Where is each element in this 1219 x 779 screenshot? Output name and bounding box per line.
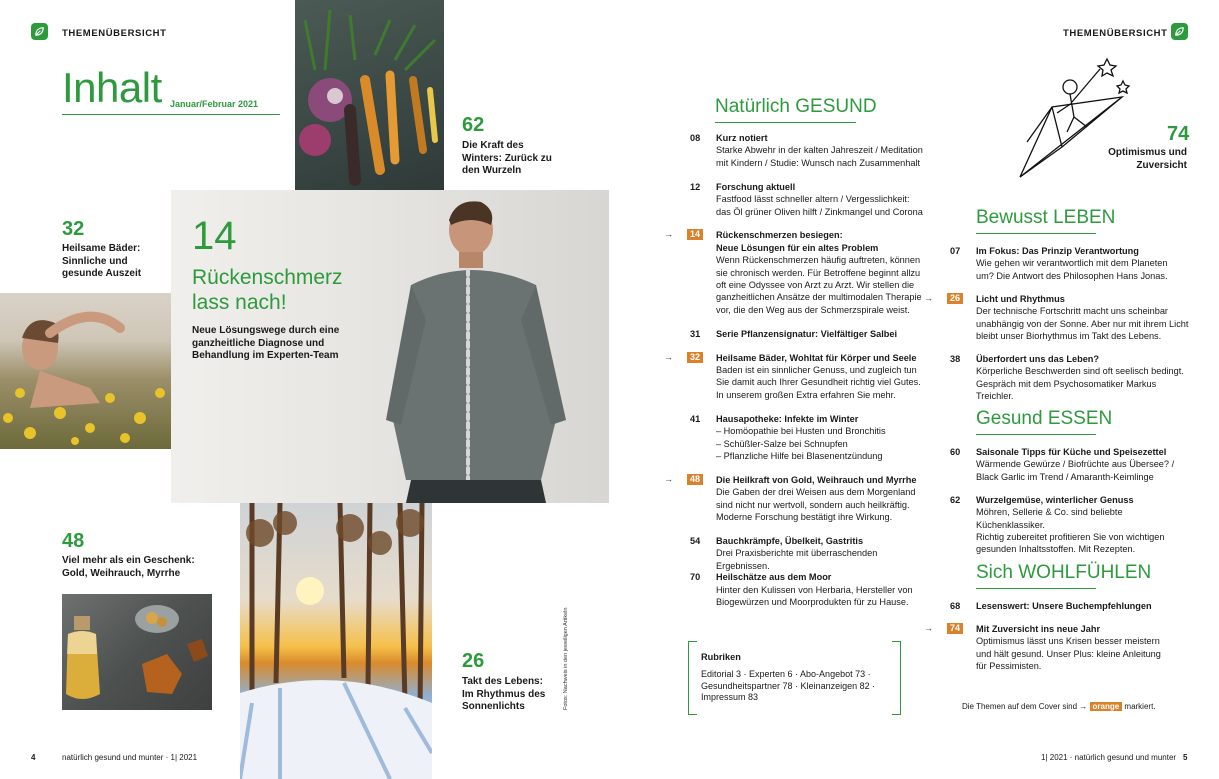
toc-page-number: 68 [950,601,961,611]
toc-entry-line: und hält gesund. Unser Plus: kleine Anleitung [976,648,1161,659]
arrow-icon: → [664,473,673,484]
toc-entry-line: ganzheitlichen Ansätze der multimodalen Therapie [716,292,922,303]
bracket-left [688,641,697,715]
teaser-32-text[interactable] [62,243,141,281]
issue-date: Januar/Februar 2021 [170,99,259,109]
toc-entry-line: – Pflanzliche Hilfe bei Blasenentzündung [716,450,883,461]
toc-entry[interactable] [690,571,930,608]
bracket-right [892,641,901,715]
toc-entry-line: Die Gaben der drei Weisen aus dem Morgenland [716,487,916,498]
toc-entry-title: Licht und Rhythmus [976,293,1065,304]
section-heading: Sich WOHLFÜHLEN [976,562,1152,583]
toc-entry-title: Heilschätze aus dem Moor [716,572,832,583]
teaser-74-number: 74 [1167,123,1190,145]
toc-entry-line: Sie damit auch Ihrer Gesundheit richtig viel Gutes. [716,377,921,388]
toc-entry-title: Neue Lösungen für ein altes Problem [716,242,879,253]
toc-entry-line: Fastfood lässt schneller altern / Vergesslichkeit: [716,194,910,205]
teaser-74-line: Zuversicht [1136,159,1187,171]
cover-note-text: Die Themen auf dem Cover sind [962,702,1078,711]
footer-right: 1| 2021 · natürlich gesund und munter [1041,753,1177,762]
toc-entry-title: Lesenswert: Unsere Buchempfehlungen [976,601,1152,611]
toc-entry-line: um? Die Antwort des Philosophen Hans Jonas. [976,270,1168,281]
toc-entry-line: In unserem großen Extra erfahren Sie mehr. [716,389,896,400]
section-label-right: THEMENÜBERSICHT [1063,28,1168,39]
toc-entry[interactable] [664,473,930,524]
toc-entry-line: Starke Abwehr in der kalten Jahreszeit / Meditation [716,145,923,156]
photo-credit: Fotos: Nachweis in den jeweiligen Artikeln [563,607,569,710]
toc-entry-line: Baden ist ein sinnlicher Genuss, und zugleich tun [716,365,917,375]
toc-entry-line: Richtig zubereitet profitieren Sie von wichtigen [976,531,1165,542]
teaser-26-number: 26 [462,650,485,672]
leaf-icon [1171,23,1188,40]
toc-entry-title: Bauchkrämpfe, Übelkeit, Gastritis [716,535,864,546]
rubriken-box [688,641,901,713]
rubriken-list [701,669,875,704]
toc-entry[interactable] [924,292,1190,343]
cover-topic-badge: 48 [687,474,703,485]
toc-page-number: 54 [690,535,701,546]
toc-entry[interactable] [690,535,930,572]
teaser-62-line: Die Kraft des [462,140,524,151]
toc-entry[interactable] [690,328,930,340]
toc-entry-title: Forschung aktuell [716,181,796,192]
section-rule [976,233,1096,234]
toc-page-number: 70 [690,572,701,583]
rubriken-line: Impressum 83 [701,692,759,702]
teaser-26-line: Takt des Lebens: [462,676,543,687]
teaser-26-line: Im Rhythmus des [462,688,546,700]
feature-headline-line: lass nach! [192,291,287,314]
bath-photo [0,293,171,449]
feature-headline[interactable] [192,265,343,315]
toc-entry-line: Körperliche Beschwerden sind oft seelisch bedingt. [976,366,1184,377]
page-number-right: 5 [1183,753,1188,762]
teaser-48-line: Viel mehr als ein Geschenk: [62,555,195,566]
toc-entry-line: – Homöopathie bei Husten und Bronchitis [716,426,886,437]
toc-page-number: 07 [950,246,961,256]
toc-entry-line: Wärmende Gewürze / Biofrüchte aus Übersee? / [976,459,1175,470]
toc-entry[interactable] [950,353,1190,403]
toc-entry-title: Mit Zuversicht ins neue Jahr [976,623,1101,634]
cover-note [962,702,1156,711]
toc-entry-line: Der technische Fortschritt macht uns scheinbar [976,306,1168,317]
teaser-62-line: Winters: Zurück zu [462,152,552,164]
toc-entry-title: Kurz notiert [716,133,768,143]
toc-page-number: 41 [690,413,701,424]
toc-entry-line: für Pessimisten. [976,661,1042,672]
toc-entry-title: Saisonale Tipps für Küche und Speisezettel [976,447,1167,457]
teaser-26-line: Sonnenlichts [462,701,525,712]
paper-plane-illustration [1012,47,1142,197]
toc-entry[interactable] [950,600,1190,612]
cover-topic-badge: 74 [947,623,963,634]
feature-number: 14 [192,214,237,258]
teaser-62-line: den Wurzeln [462,165,522,176]
rubriken-line: Gesundheitspartner 78 · Kleinanzeigen 82 · [701,680,876,691]
teaser-48-text[interactable] [62,555,195,580]
page-title: Inhalt [62,64,162,111]
section-heading: Gesund ESSEN [976,408,1113,429]
toc-entry[interactable] [690,132,930,169]
toc-entry[interactable] [950,245,1190,282]
toc-entry-line: Möhren, Sellerie & Co. sind beliebte Küchenklassiker. [976,507,1123,530]
cover-topic-badge: 26 [947,293,963,304]
toc-entry-line: Optimismus lässt uns Krisen besser meistern [976,636,1160,647]
toc-entry-title: Wurzelgemüse, winterlicher Genuss [976,494,1134,505]
toc-entry-line: oft eine Odyssee von Arzt zu Arzt. Wir stellen die [716,280,915,291]
toc-entry-line: mit Kindern / Studie: Wunsch nach Zusammenhalt [716,157,921,168]
toc-entry-line: Biogewürzen und Moorprodukten für zu Hause. [716,597,909,607]
feature-headline-line: Rückenschmerz [192,266,343,289]
feature-sub-line: Neue Lösungswege durch eine [192,325,340,336]
toc-entry[interactable] [664,229,930,316]
teaser-48-number: 48 [62,530,85,552]
toc-entry-line: Drei Praxisberichte mit überraschenden Ergebnissen. [716,548,878,571]
teaser-32-line: gesunde Auszeit [62,268,142,279]
feature-sub-line: ganzheitliche Diagnose und [192,337,325,349]
toc-page-number: 60 [950,447,961,457]
section-rule [976,434,1096,435]
teaser-32-line: Sinnliche und [62,255,128,267]
toc-page-number: 08 [690,133,701,143]
toc-entry-line: sind nicht nur wertvoll, sondern auch heilkräftig. [716,499,910,510]
arrow-icon: → [924,622,933,633]
arrow-icon: → [664,351,673,362]
toc-entry[interactable] [950,494,1190,556]
teaser-32-line: Heilsame Bäder: [62,243,141,254]
toc-entry-title: Überfordert uns das Leben? [976,353,1100,364]
toc-entry-title: Im Fokus: Das Prinzip Verantwortung [976,246,1139,256]
cover-topic-badge: 32 [687,352,703,363]
toc-entry-line: – Schüßler-Salze bei Schnupfen [716,438,848,449]
feature-sub-line: Behandlung im Experten-Team [192,350,339,361]
leaf-icon [31,23,48,40]
toc-entry-title: Die Heilkraft von Gold, Weihrauch und Myrrhe [716,474,917,485]
toc-entry-line: sie chronisch werden. Für Betroffene beginnt allzu [716,267,921,278]
toc-entry-line: unabhängig von der Sonne. Aber nur mit ihrem Licht [976,318,1189,329]
teaser-48-line: Gold, Weihrauch, Myrrhe [62,567,181,579]
section-label-left: THEMENÜBERSICHT [62,28,167,39]
teaser-62-text[interactable] [462,140,552,178]
teaser-74-text[interactable] [1090,147,1187,172]
title-rule [62,114,280,115]
arrow-icon: → [924,292,933,303]
toc-page-number: 31 [690,328,701,339]
teaser-74-line: Optimismus und [1108,147,1187,158]
page-number-left: 4 [31,753,36,762]
toc-entry-line: das Öl grüner Oliven hilft / Zinkmangel und Corona [716,206,923,217]
toc-page-number: 12 [690,181,701,192]
cover-topic-badge: 14 [687,229,703,240]
arrow-icon: → [1079,702,1088,711]
toc-entry-line: Gespräch mit dem Psychosomatiker Markus Treichler. [976,378,1157,402]
toc-entry-line: Wenn Rückenschmerzen häufig auftreten, können [716,255,921,266]
section-heading-natuerlich-gesund: Natürlich GESUND [715,96,877,117]
toc-entry-line: Moderne Forschung bestätigt ihre Wirkung. [716,512,893,523]
toc-entry-line: Black Garlic im Trend / Amaranth-Keimlinge [976,471,1154,482]
toc-entry-title: Serie Pflanzensignatur: Vielfältiger Salbei [716,328,898,339]
toc-entry-line: Hinter den Kulissen von Herbaria, Hersteller von [716,584,913,595]
toc-entry-line: vor, die den Weg aus der Schmerzspirale weist. [716,304,910,315]
toc-entry[interactable] [664,351,930,402]
toc-page-number: 62 [950,494,961,505]
rubriken-line: Editorial 3 · Experten 6 · Abo-Angebot 73 · [701,669,871,679]
cover-note-text: markiert. [1124,702,1156,711]
cover-note-badge: orange [1090,702,1123,711]
section-rule [976,588,1096,589]
rubriken-title: Rubriken [701,652,741,662]
teaser-62-number: 62 [462,114,485,136]
arrow-icon: → [664,229,673,240]
root-vegetables-photo [295,0,444,190]
teaser-26-text[interactable] [462,676,545,714]
section-heading: Bewusst LEBEN [976,207,1116,228]
toc-entry[interactable] [690,413,930,463]
footer-left: natürlich gesund und munter · 1| 2021 [62,753,198,762]
frankincense-oil-photo [62,594,212,710]
toc-entry[interactable] [950,446,1190,483]
toc-entry[interactable] [924,622,1190,673]
section-rule [715,122,856,123]
feature-subline [192,325,339,363]
toc-entry-title: Rückenschmerzen besiegen: [716,230,843,241]
toc-entry-line: bleibt unser Biorhythmus im Takt des Lebens. [976,330,1162,341]
winter-forest-sunset-photo [240,503,432,779]
toc-entry[interactable] [690,181,930,218]
toc-page-number: 38 [950,353,961,364]
toc-entry-title: Heilsame Bäder, Wohltat für Körper und Seele [716,352,917,363]
toc-entry-title: Hausapotheke: Infekte im Winter [716,413,859,424]
teaser-32-number: 32 [62,218,85,240]
toc-entry-line: Wie gehen wir verantwortlich mit dem Planeten [976,258,1168,269]
toc-entry-line: gesunden Inhaltsstoffen. Mit Rezepten. [976,544,1136,555]
